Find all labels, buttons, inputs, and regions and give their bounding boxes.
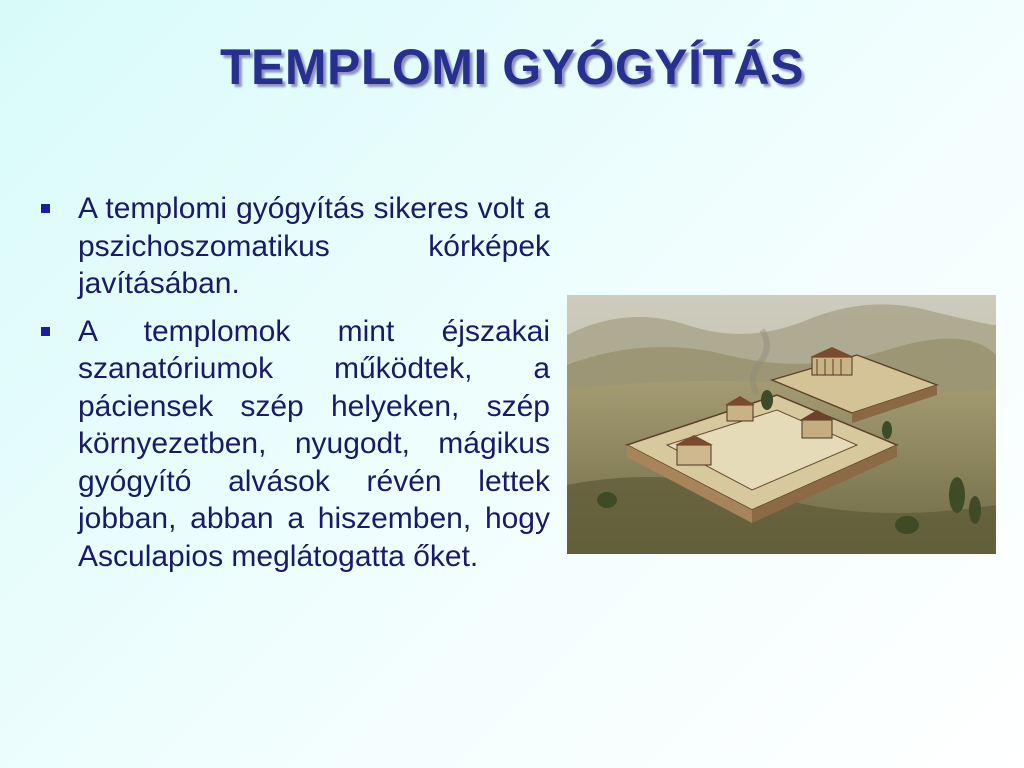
- square-bullet-icon: [41, 204, 50, 213]
- slide-title: TEMPLOMI GYÓGYÍTÁS: [219, 39, 805, 95]
- bullet-list: [40, 190, 550, 585]
- bullet-item: [40, 190, 550, 303]
- square-bullet-icon: [41, 327, 50, 336]
- bullet-item: [40, 313, 550, 576]
- bullet-text: A templomok mint éjszakai szanatóriumok működtek, a páciensek szép helyeken, szép környezetben, nyugodt, mágikus gyógyító alvások révén lettek jobban, abban a hiszemben, hogy Asculapios meglátogatta őket.: [78, 314, 550, 573]
- bullet-text: A templomi gyógyítás sikeres volt a pszichoszomatikus kórképek javításában.: [78, 192, 550, 300]
- temple-complex-illustration: [567, 295, 996, 554]
